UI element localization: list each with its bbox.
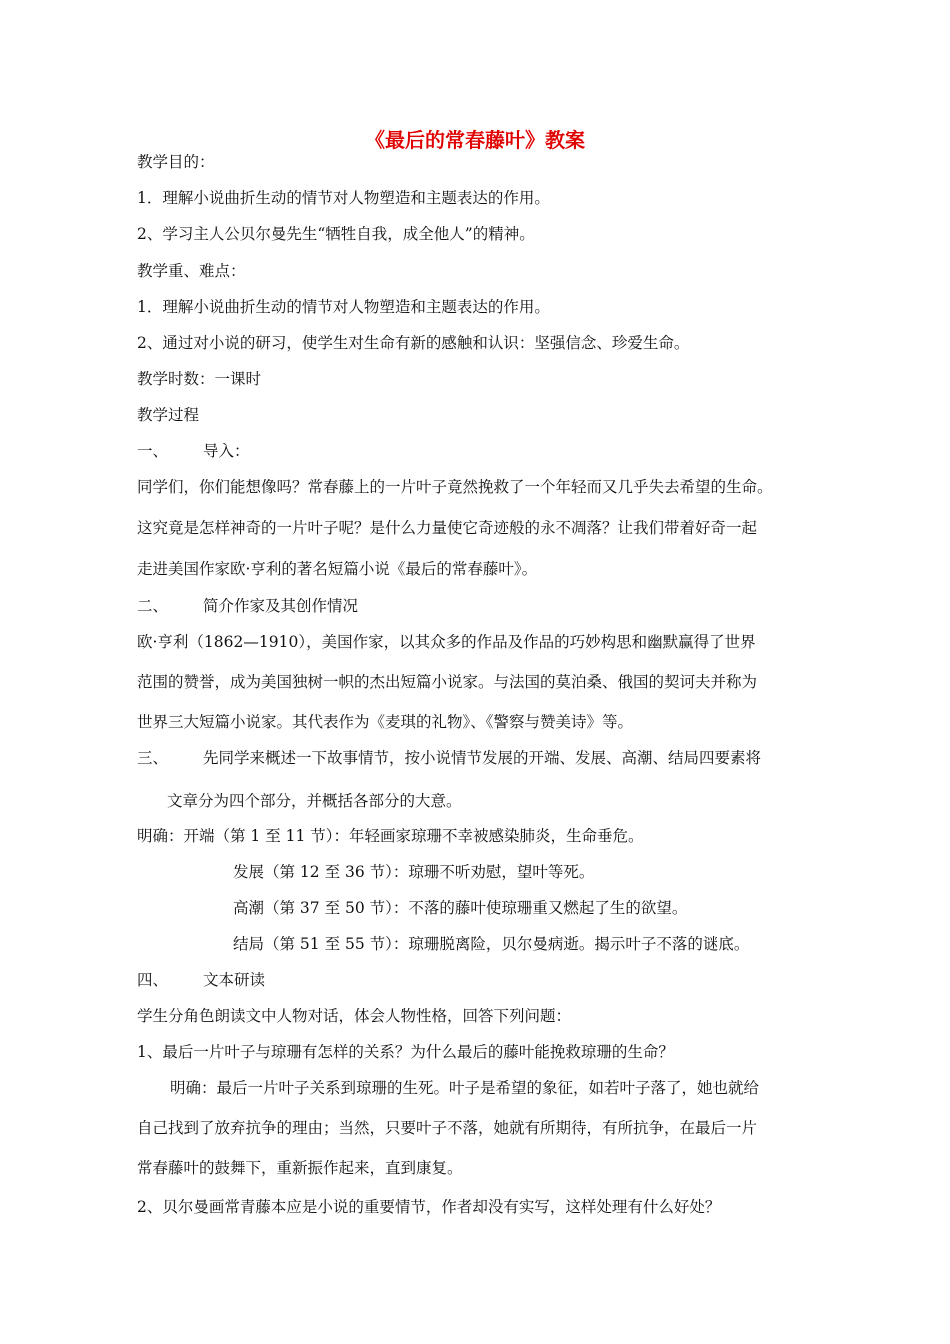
section-title: 简介作家及其创作情况 bbox=[203, 597, 359, 615]
key-point-item: 1．理解小说曲折生动的情节对人物塑造和主题表达的作用。 bbox=[137, 298, 550, 316]
goals-heading: 教学目的： bbox=[137, 153, 215, 171]
intro-line: 这究竟是怎样神奇的一片叶子呢？是什么力量使它奇迹般的永不凋落？让我们带着好奇一起 bbox=[137, 519, 758, 537]
plot-item: 明确：开端（第 1 至 11 节）：年轻画家琼珊不幸被感染肺炎，生命垂危。 bbox=[137, 827, 644, 845]
answer-line: 自己找到了放弃抗争的理由；当然，只要叶子不落，她就有所期待，有所抗争，在最后一片 bbox=[137, 1119, 758, 1137]
intro-line: 同学们，你们能想像吗？常春藤上的一片叶子竟然挽救了一个年轻而又几乎失去希望的生命。 bbox=[137, 478, 773, 496]
key-points-heading: 教学重、难点： bbox=[137, 262, 246, 280]
question: 2、贝尔曼画常青藤本应是小说的重要情节，作者却没有实写，这样处理有什么好处？ bbox=[137, 1198, 721, 1216]
plot-item: 发展（第 12 至 36 节）：琼珊不听劝慰，望叶等死。 bbox=[233, 863, 595, 881]
teaching-hours: 教学时数：一课时 bbox=[137, 370, 262, 388]
process-heading: 教学过程 bbox=[137, 406, 200, 424]
document-title: 《最后的常春藤叶》教案 bbox=[365, 128, 585, 152]
section-heading bbox=[137, 596, 358, 616]
key-point-item: 2、通过对小说的研习，使学生对生命有新的感触和认识：坚强信念、珍爱生命。 bbox=[137, 334, 690, 352]
plot-item: 结局（第 51 至 55 节）：琼珊脱离险，贝尔曼病逝。揭示叶子不落的谜底。 bbox=[233, 935, 750, 953]
section-title: 导入： bbox=[203, 442, 250, 460]
author-line: 世界三大短篇小说家。其代表作为《麦琪的礼物》、《警察与赞美诗》等。 bbox=[137, 713, 634, 731]
section-title: 文本研读 bbox=[203, 971, 266, 989]
author-line: 欧·亨利（1862—1910），美国作家，以其众多的作品及作品的巧妙构思和幽默赢得了世界 bbox=[137, 633, 756, 651]
intro-line: 走进美国作家欧·亨利的著名短篇小说《最后的常春藤叶》。 bbox=[137, 560, 538, 578]
plot-item: 高潮（第 37 至 50 节）：不落的藤叶使琼珊重又燃起了生的欲望。 bbox=[233, 899, 688, 917]
goal-item: 1．理解小说曲折生动的情节对人物塑造和主题表达的作用。 bbox=[137, 189, 550, 207]
reading-intro: 学生分角色朗读文中人物对话，体会人物性格，回答下列问题： bbox=[137, 1007, 572, 1025]
section-number: 三、 bbox=[137, 749, 169, 767]
author-line: 范围的赞誉，成为美国独树一帜的杰出短篇小说家。与法国的莫泊桑、俄国的契诃夫并称为 bbox=[137, 673, 758, 691]
goal-item: 2、学习主人公贝尔曼先生“牺牲自我，成全他人”的精神。 bbox=[137, 225, 535, 243]
section-heading bbox=[137, 748, 761, 768]
plot-continuation: 文章分为四个部分，并概括各部分的大意。 bbox=[167, 792, 462, 810]
section-number: 四、 bbox=[137, 971, 169, 989]
section-heading bbox=[137, 970, 265, 990]
answer-line: 明确：最后一片叶子关系到琼珊的生死。叶子是希望的象征，如若叶子落了，她也就给 bbox=[170, 1079, 760, 1097]
section-number: 一、 bbox=[137, 442, 169, 460]
section-heading bbox=[137, 441, 250, 461]
question: 1、最后一片叶子与琼珊有怎样的关系？为什么最后的藤叶能挽救琼珊的生命？ bbox=[137, 1043, 674, 1061]
section-title: 先同学来概述一下故事情节，按小说情节发展的开端、发展、高潮、结局四要素将 bbox=[203, 749, 762, 767]
answer-line: 常春藤叶的鼓舞下，重新振作起来，直到康复。 bbox=[137, 1159, 463, 1177]
section-number: 二、 bbox=[137, 597, 169, 615]
